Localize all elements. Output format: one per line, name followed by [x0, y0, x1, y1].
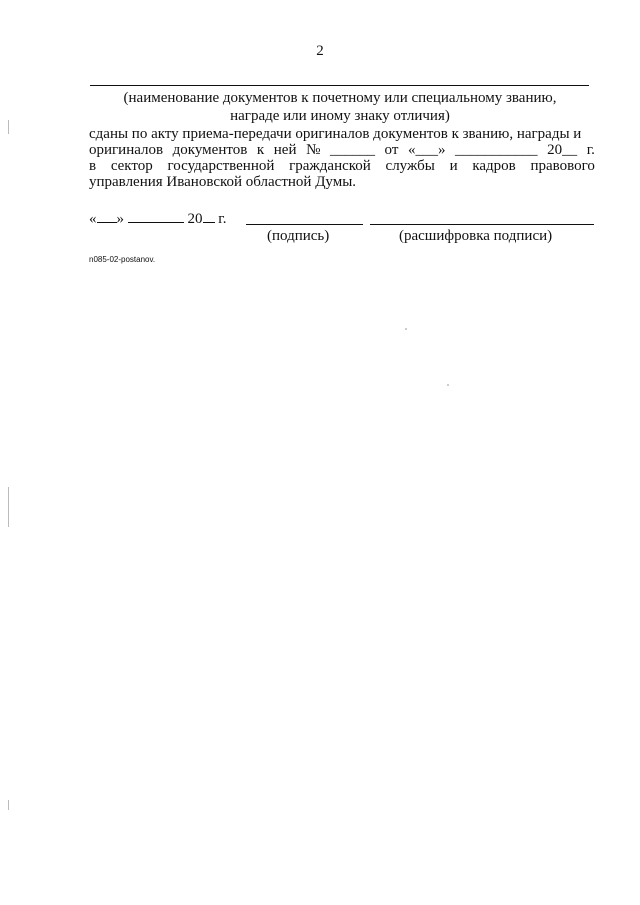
word: документов [172, 142, 248, 158]
word: гражданской [289, 158, 371, 174]
word: кадров [472, 158, 516, 174]
word: г. [586, 142, 595, 158]
word: службы [385, 158, 435, 174]
body-line-3 [89, 158, 595, 175]
page-number: 2 [316, 43, 324, 59]
scan-margin-mark [8, 800, 9, 810]
day-blank: «___» [407, 142, 446, 158]
word: в [89, 158, 97, 174]
act-number-blank: ______ [329, 142, 375, 158]
body-line-1 [89, 126, 595, 143]
word: правового [530, 158, 595, 174]
day-fill-line [97, 210, 117, 223]
signature-fill-line [246, 224, 363, 225]
month-blank: ___________ [455, 142, 538, 158]
scan-margin-mark [8, 487, 9, 527]
caption-line-2: награде или иному знаку отличия) [230, 108, 450, 124]
year-prefix: 20 [187, 211, 203, 227]
document-code: n085-02-postanov. [89, 255, 156, 264]
month-fill-line [128, 210, 184, 223]
year-fill-line [203, 210, 215, 223]
word: государственной [167, 158, 275, 174]
scan-speck [405, 328, 407, 330]
top-fill-line [90, 85, 589, 86]
date-close-quote: » [116, 211, 124, 227]
scan-speck [447, 384, 449, 386]
year-blank: 20__ [547, 142, 578, 158]
transcript-label: (расшифровка подписи) [399, 228, 553, 244]
signature-label: (подпись) [267, 228, 330, 244]
body-line-4: управления Ивановской областной Думы. [89, 174, 357, 190]
word: № [306, 142, 321, 158]
word: оригиналов [89, 142, 164, 158]
caption-line-1: (наименование документов к почетному или специальному званию, [123, 90, 557, 106]
word: сектор [110, 158, 153, 174]
year-suffix: г. [218, 211, 227, 227]
word: от [384, 142, 399, 158]
word: ней [273, 142, 297, 158]
date-open-quote: « [89, 211, 97, 227]
word: и [449, 158, 458, 174]
body-line-1-text: сданы по акту приема-передачи оригиналов документов к званию, награды и [89, 126, 582, 142]
signature-row [89, 210, 595, 228]
transcript-fill-line [370, 224, 594, 225]
word: к [256, 142, 265, 158]
scan-margin-mark [8, 120, 9, 134]
body-line-2 [89, 142, 595, 159]
